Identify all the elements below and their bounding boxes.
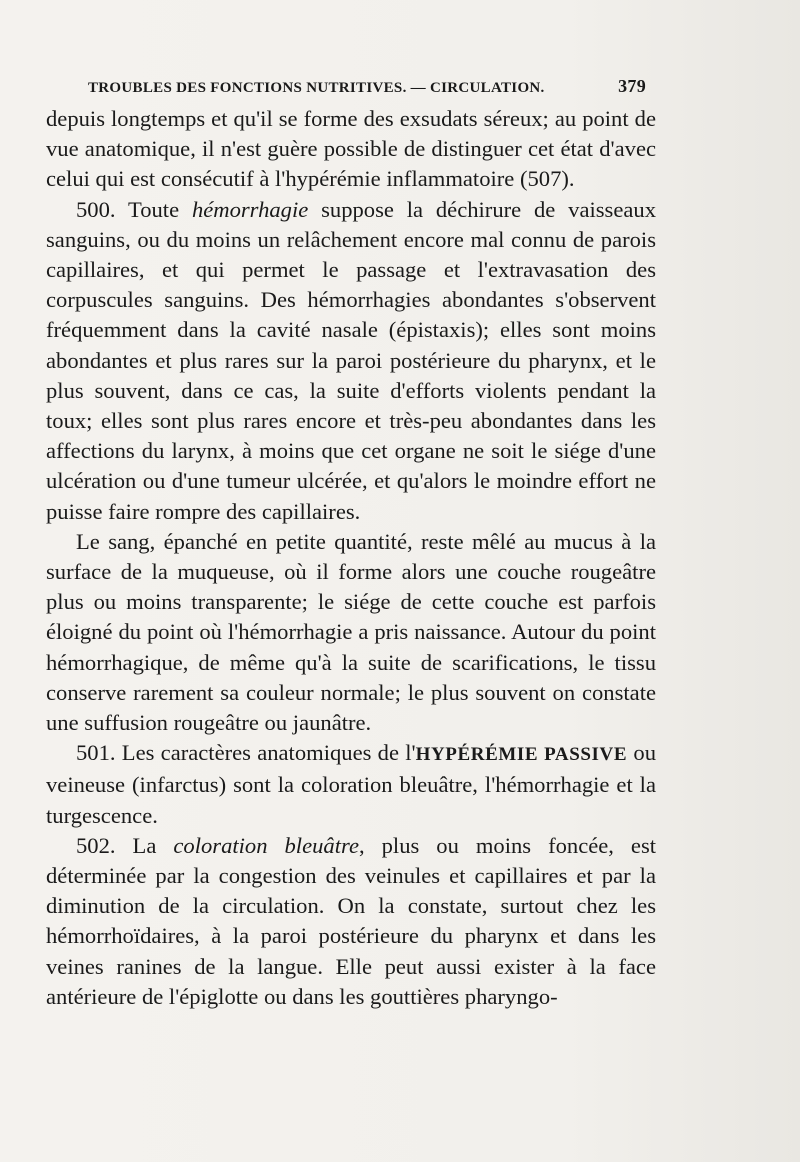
emphasis-term: coloration bleuâtre <box>173 832 359 858</box>
paragraph-text: Le sang, épanché en petite quantité, reste mêlé au mucus à la surface de la muqueuse, où il forme alors une couche rougeâtre plus ou moins transparente; le siége de cette couche est parfois éloigné du point où l'hémorrhagie a pris naissance. Autour du point hémorrhagique, de même qu'à la suite de scarifications, le tissu conserve rarement sa couleur normale; le plus souvent on constate une suffusion rougeâtre ou jaunâtre. <box>46 528 656 736</box>
paragraph-500 <box>46 195 656 527</box>
paragraph-502 <box>46 831 656 1012</box>
section-number: 502. <box>76 832 116 858</box>
paragraph-text: ou veineuse (infarctus) sont la coloration bleuâtre, l'hémorrhagie et la turgescence. <box>46 740 656 828</box>
running-header <box>88 76 646 97</box>
paragraph-text: , plus ou moins foncée, est déterminée par la congestion des veinules et capillaires et par la diminution de la circulation. On la constate, surtout chez les hémorrhoïdaires, à la paroi postérieure du pharynx et dans les veines ranines de la langue. Elle peut aussi exister à la face antérieure de l'épiglotte ou dans les gouttières pharyngo- <box>46 832 657 1009</box>
paragraph-text: suppose la déchirure de vaisseaux sanguins, ou du moins un relâchement encore mal connu de parois capillaires, et qui permet le passage et l'extravasation des corpuscules sanguins. Des hémorrhagies abondantes s'observent fréquemment dans la cavité nasale (épistaxis); elles sont moins abondantes et plus rares sur la paroi postérieure du pharynx, et le plus souvent, dans ce cas, la suite d'efforts violents pendant la toux; elles sont plus rares encore et très-peu abondantes dans les affections du larynx, à moins que cet organe ne soit le siége d'une ulcération ou d'une tumeur ulcérée, et qu'alors le moindre effort ne puisse faire rompre des capillaires. <box>46 196 657 524</box>
paragraph-continuation <box>46 104 656 195</box>
paragraph-text: depuis longtemps et qu'il se forme des exsudats séreux; au point de vue anatomique, il n'est guère possible de distinguer cet état d'avec celui qui est consécutif à l'hypérémie inflammatoire (507). <box>46 106 656 192</box>
page-number: 379 <box>618 76 646 96</box>
running-title: TROUBLES DES FONCTIONS NUTRITIVES. — CIRCULATION. <box>88 80 545 96</box>
small-caps-term: HYPÉRÉMIE PASSIVE <box>415 744 628 766</box>
paragraph-blood <box>46 527 656 738</box>
section-number: 500. <box>76 196 116 222</box>
body-text <box>46 104 656 1012</box>
section-number: 501. <box>76 740 116 766</box>
paragraph-text: Les caractères anatomiques de l' <box>121 740 416 766</box>
paragraph-text: Toute <box>127 196 180 222</box>
emphasis-term: hémorrhagie <box>191 196 309 222</box>
paragraph-501 <box>46 738 656 831</box>
paragraph-text: La <box>132 832 157 858</box>
